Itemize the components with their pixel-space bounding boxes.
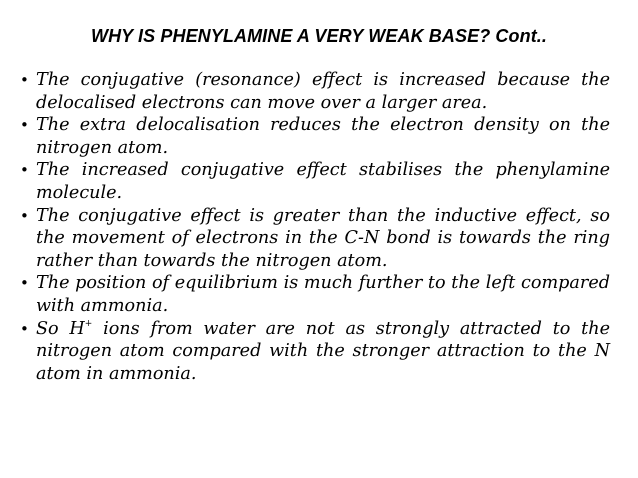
slide-title: WHY IS PHENYLAMINE A VERY WEAK BASE? Cont.. (90, 26, 547, 46)
bullet-text-3: The increased conjugative effect stabilises the phenylamine molecule. (36, 160, 610, 203)
bullet-dot-icon: • (20, 116, 29, 135)
bullet-text-5: The position of equilibrium is much further to the left compared with ammonia. (36, 273, 610, 316)
bullet-text-6-superscript: + (84, 318, 93, 329)
bullet-text-6-post: ions from water are not as strongly attracted to the nitrogen atom compared with the stronger attraction to the N atom in ammonia. (36, 318, 610, 384)
bullet-item-4 (20, 205, 610, 273)
bullet-item-5 (20, 272, 610, 317)
bullet-text-4: The conjugative effect is greater than the inductive effect, so the movement of electrons in the C-N bond is towards the ring rather than towards the nitrogen atom. (36, 205, 610, 271)
bullet-dot-icon: • (20, 319, 29, 338)
bullet-dot-icon: • (20, 274, 29, 293)
bullet-item-3 (20, 159, 610, 204)
bullet-item-1 (20, 69, 610, 114)
bullet-text-6-pre: So H (36, 318, 85, 339)
bullet-text-1: The conjugative (resonance) effect is increased because the delocalised electrons can move over a larger area. (36, 70, 610, 113)
bullet-dot-icon: • (20, 161, 29, 180)
bullet-dot-icon: • (20, 71, 29, 89)
bullet-item-6 (20, 318, 610, 386)
bullet-list (20, 69, 610, 385)
bullet-item-2 (20, 114, 610, 159)
bullet-dot-icon: • (20, 206, 29, 225)
bullet-text-2: The extra delocalisation reduces the electron density on the nitrogen atom. (36, 115, 610, 158)
